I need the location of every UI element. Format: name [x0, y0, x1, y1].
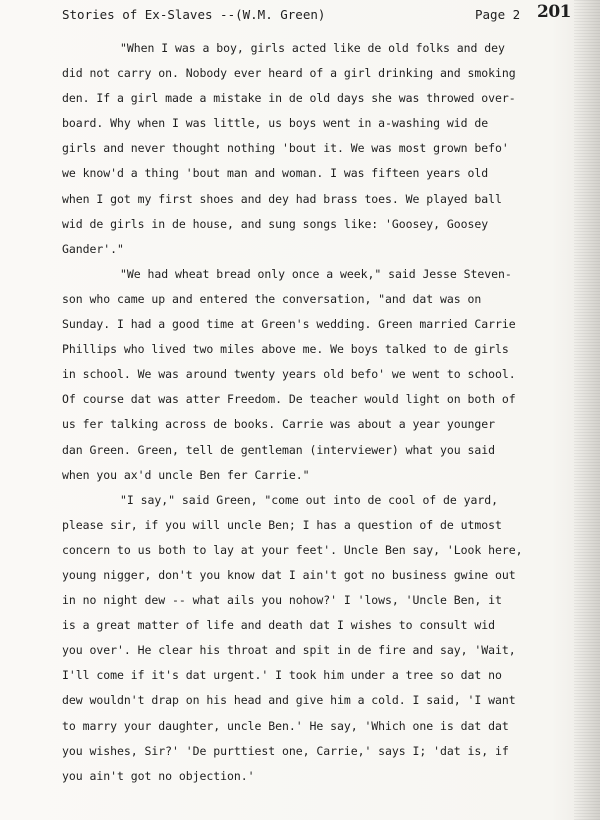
text-line: dew wouldn't drap on his head and give him a cold. I said, 'I want — [62, 693, 516, 708]
text-line: girls and never thought nothing 'bout it. We was most grown befo' — [62, 141, 509, 156]
text-line: us fer talking across de books. Carrie was about a year younger — [62, 417, 496, 432]
text-line: "We had wheat bread only once a week," said Jesse Steven- — [120, 266, 512, 281]
text-line: Gander'." — [62, 241, 124, 256]
text-line: I'll come if it's dat urgent.' I took him under a tree so dat no — [62, 668, 502, 683]
text-line: you ain't got no objection.' — [62, 768, 255, 783]
header-page-label: Page 2 — [475, 7, 521, 22]
scanned-page-edge — [574, 0, 600, 820]
text-line: Sunday. I had a good time at Green's wedding. Green married Carrie — [62, 317, 516, 332]
page-number: 201 — [537, 2, 571, 22]
page-header — [62, 2, 571, 26]
text-line: you wishes, Sir?' 'De purttiest one, Carrie,' says I; 'dat is, if — [62, 743, 509, 758]
text-line: we know'd a thing 'bout man and woman. I was fifteen years old — [62, 166, 489, 181]
text-line: Of course dat was atter Freedom. De teacher would light on both of — [62, 392, 516, 407]
text-line: when I got my first shoes and dey had brass toes. We played ball — [62, 191, 502, 206]
text-line: Phillips who lived two miles above me. We boys talked to de girls — [62, 342, 509, 357]
text-line: you over'. He clear his throat and spit in de fire and say, 'Wait, — [62, 643, 516, 658]
text-line: "When I was a boy, girls acted like de old folks and dey — [120, 41, 505, 55]
text-line: please sir, if you will uncle Ben; I has a question of de utmost — [62, 517, 502, 532]
text-line: "I say," said Green, "come out into de cool of de yard, — [120, 492, 499, 507]
text-line: is a great matter of life and death dat I wishes to consult wid — [62, 618, 496, 633]
body-text — [62, 36, 562, 789]
text-line: son who came up and entered the conversation, "and dat was on — [62, 291, 482, 306]
text-line: did not carry on. Nobody ever heard of a girl drinking and smoking — [62, 66, 516, 81]
text-line: in school. We was around twenty years old befo' we went to school. — [62, 367, 516, 382]
header-title: Stories of Ex-Slaves --(W.M. Green) — [62, 7, 326, 22]
text-line: to marry your daughter, uncle Ben.' He say, 'Which one is dat dat — [62, 718, 509, 733]
text-line: wid de girls in de house, and sung songs like: 'Goosey, Goosey — [62, 216, 489, 231]
text-line: young nigger, don't you know dat I ain't got no business gwine out — [62, 567, 516, 582]
text-line: when you ax'd uncle Ben fer Carrie." — [62, 467, 310, 482]
text-line: dan Green. Green, tell de gentleman (interviewer) what you said — [62, 442, 496, 457]
text-line: den. If a girl made a mistake in de old days she was throwed over- — [62, 91, 516, 106]
text-line: board. Why when I was little, us boys went in a-washing wid de — [62, 116, 489, 131]
text-line: in no night dew -- what ails you nohow?' I 'lows, 'Uncle Ben, it — [62, 593, 502, 608]
text-line: concern to us both to lay at your feet'. Uncle Ben say, 'Look here, — [62, 542, 523, 557]
